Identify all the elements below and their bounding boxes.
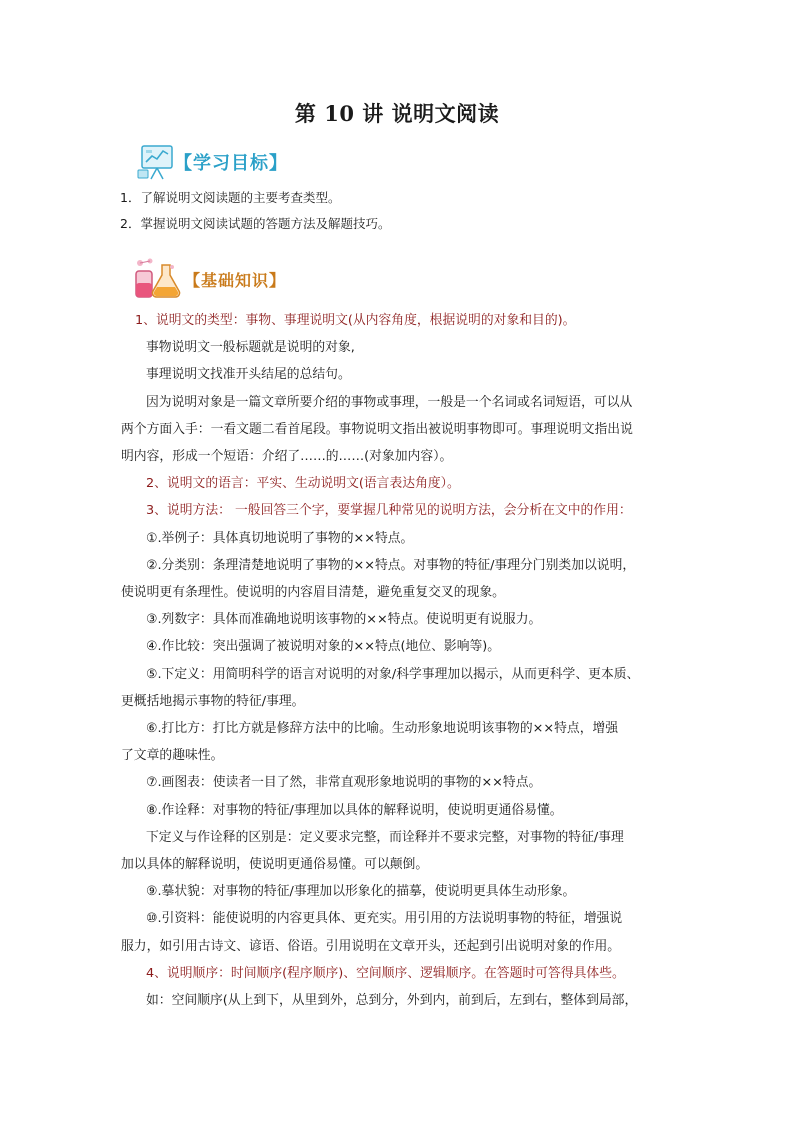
paragraph-line: 如：空间顺序(从上到下，从里到外，总到分，外到内，前到后，左到右，整体到局部， [146,993,638,1009]
paragraph-line: 事物说明文一般标题就是说明的对象, [146,340,355,356]
paragraph-line: 明内容，形成一个短语：介绍了……的……(对象加内容）。 [121,449,453,465]
paragraph-line: 了文章的趣味性。 [121,748,224,764]
paragraph-line: 服力，如引用古诗文、谚语、俗语。引用说明在文章开头，还起到引出说明对象的作用。 [121,938,621,954]
paragraph-line: 下定义与作诠释的区别是：定义要求完整，而诠释并不要求完整，对事物的特征/事理 [146,829,624,845]
method-line: ⑧.作诠释：对事物的特征/事理加以具体的解释说明，使说明更通俗易懂。 [146,802,563,818]
item-heading-2: 2、说明文的语言：平实、生动说明文(语言表达角度）。 [146,476,460,492]
method-line: ⑤.下定义：用简明科学的语言对说明的对象/科学事理加以揭示，从而更科学、更本质、 [146,666,640,682]
section-header-basics [132,257,286,301]
section-title-goals: 【学习目标】 [174,153,288,174]
method-line: ⑦.画图表：使读者一目了然，非常直观形象地说明的事物的××特点。 [146,775,542,791]
method-line: ②.分类别：条理清楚地说明了事物的××特点。对事物的特征/事理分门别类加以说明， [146,557,636,573]
paragraph-line: 两个方面入手：一看文题二看首尾段。事物说明文指出被说明事物即可。事理说明文指出说 [121,421,633,437]
paragraph-line: 因为说明对象是一篇文章所要介绍的事物或事理，一般是一个名词或名词短语，可以从 [146,394,633,410]
item-heading-1: 1、说明文的类型：事物、事理说明文(从内容角度，根据说明的对象和目的)。 [135,313,576,328]
page-title: 第 10 讲 说明文阅读 [294,101,500,126]
section-header-goals [136,142,288,182]
method-line: ④.作比较：突出强调了被说明对象的××特点(地位、影响等)。 [146,639,501,655]
item-heading-3: 3、说明方法： 一般回答三个字，要掌握几种常见的说明方法，会分析在文中的作用： [146,503,632,519]
goal-item-2: 2．掌握说明文阅读试题的答题方法及解题技巧。 [120,216,391,231]
method-line: ⑨.摹状貌：对事物的特征/事理加以形象化的描摹，使说明更具体生动形象。 [146,884,576,900]
method-line: ⑥.打比方：打比方就是修辞方法中的比喻。生动形象地说明该事物的××特点，增强 [146,721,619,737]
item-heading-4: 4、说明顺序：时间顺序(程序顺序)、空间顺序、逻辑顺序。在答题时可答得具体些。 [146,965,625,981]
article-body [121,307,683,1014]
flask-icon [132,257,184,301]
paragraph-line: 加以具体的解释说明，使说明更通俗易懂。可以颠倒。 [121,857,429,873]
paragraph-line: 使说明更有条理性。使说明的内容眉目清楚，避免重复交叉的现象。 [121,585,505,601]
method-line: ⑩.引资料：能使说明的内容更具体、更充实。用引用的方法说明事物的特征，增强说 [146,911,623,927]
paragraph-line: 事理说明文找准开头结尾的总结句。 [146,367,351,383]
section-title-basics: 【基础知识】 [184,270,287,290]
method-line: ③.列数字：具体而准确地说明该事物的××特点。使说明更有说服力。 [146,612,542,628]
goal-item-1: 1．了解说明文阅读题的主要考查类型。 [120,190,341,205]
method-line: ①.举例子：具体真切地说明了事物的××特点。 [146,530,414,546]
paragraph-line: 更概括地揭示事物的特征/事理。 [121,693,305,709]
